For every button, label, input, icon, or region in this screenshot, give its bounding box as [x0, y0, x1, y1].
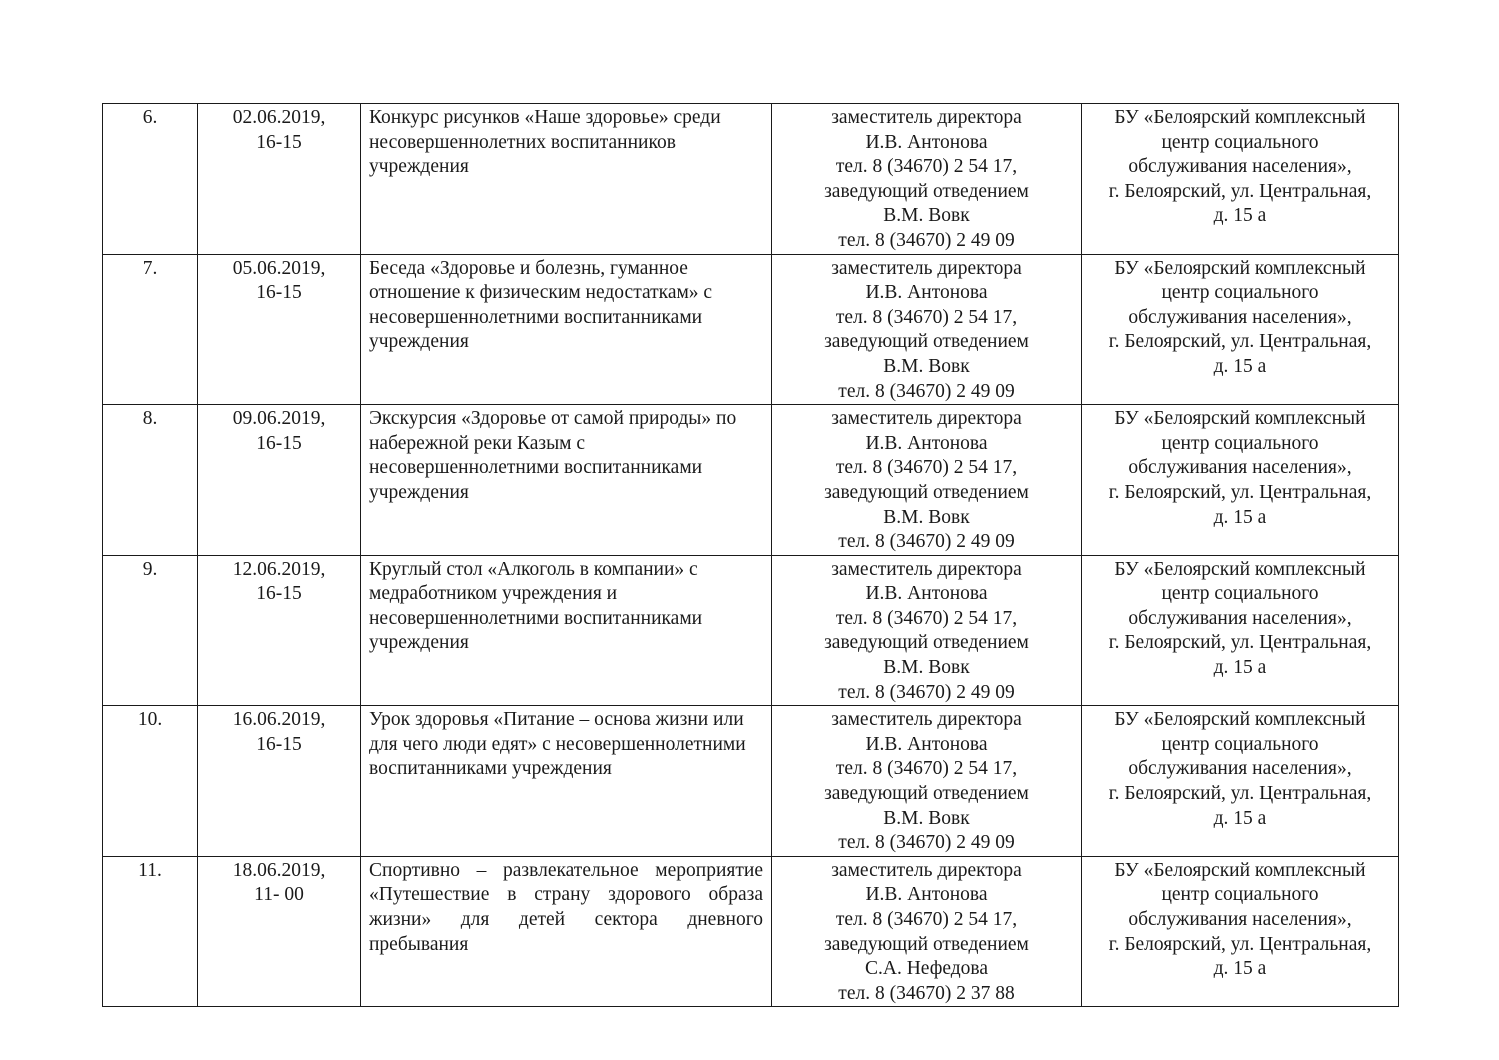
row-number: 8. [103, 405, 198, 556]
venue-cell: БУ «Белоярский комплексный центр социального обслуживания населения», г. Белоярский, ул. Центральная, д. 15 а [1082, 104, 1399, 255]
event-name-cell: Урок здоровья «Питание – основа жизни или для чего люди едят» с несовершеннолетними воспитанниками учреждения [361, 706, 772, 857]
venue-cell: БУ «Белоярский комплексный центр социального обслуживания населения», г. Белоярский, ул. Центральная, д. 15 а [1082, 856, 1399, 1007]
date-time-cell: 16.06.2019, 16-15 [198, 706, 361, 857]
responsible-cell: заместитель директора И.В. Антонова тел. 8 (34670) 2 54 17, заведующий отведением В.М. Вовк тел. 8 (34670) 2 49 09 [772, 555, 1082, 706]
row-number: 7. [103, 254, 198, 405]
table-row [103, 555, 1399, 706]
table-row [103, 104, 1399, 255]
responsible-cell: заместитель директора И.В. Антонова тел. 8 (34670) 2 54 17, заведующий отведением В.М. Вовк тел. 8 (34670) 2 49 09 [772, 706, 1082, 857]
responsible-cell: заместитель директора И.В. Антонова тел. 8 (34670) 2 54 17, заведующий отведением В.М. Вовк тел. 8 (34670) 2 49 09 [772, 405, 1082, 556]
events-table [102, 103, 1399, 1007]
row-number: 9. [103, 555, 198, 706]
row-number: 6. [103, 104, 198, 255]
venue-cell: БУ «Белоярский комплексный центр социального обслуживания населения», г. Белоярский, ул. Центральная, д. 15 а [1082, 555, 1399, 706]
table-row [103, 856, 1399, 1007]
responsible-cell: заместитель директора И.В. Антонова тел. 8 (34670) 2 54 17, заведующий отведением В.М. Вовк тел. 8 (34670) 2 49 09 [772, 254, 1082, 405]
date-time-cell: 18.06.2019, 11- 00 [198, 856, 361, 1007]
event-name-cell: Экскурсия «Здоровье от самой природы» по набережной реки Казым с несовершеннолетними воспитанниками учреждения [361, 405, 772, 556]
table-row [103, 706, 1399, 857]
table-row [103, 405, 1399, 556]
row-number: 10. [103, 706, 198, 857]
event-name-cell: Круглый стол «Алкоголь в компании» с медработником учреждения и несовершеннолетними воспитанниками учреждения [361, 555, 772, 706]
date-time-cell: 09.06.2019, 16-15 [198, 405, 361, 556]
row-number: 11. [103, 856, 198, 1007]
event-name-cell: Спортивно – развлекательное мероприятие «Путешествие в страну здорового образа жизни» для детей сектора дневного пребывания [361, 856, 772, 1007]
date-time-cell: 02.06.2019, 16-15 [198, 104, 361, 255]
table-row [103, 254, 1399, 405]
date-time-cell: 05.06.2019, 16-15 [198, 254, 361, 405]
venue-cell: БУ «Белоярский комплексный центр социального обслуживания населения», г. Белоярский, ул. Центральная, д. 15 а [1082, 254, 1399, 405]
responsible-cell: заместитель директора И.В. Антонова тел. 8 (34670) 2 54 17, заведующий отведением С.А. Нефедова тел. 8 (34670) 2 37 88 [772, 856, 1082, 1007]
venue-cell: БУ «Белоярский комплексный центр социального обслуживания населения», г. Белоярский, ул. Центральная, д. 15 а [1082, 405, 1399, 556]
date-time-cell: 12.06.2019, 16-15 [198, 555, 361, 706]
responsible-cell: заместитель директора И.В. Антонова тел. 8 (34670) 2 54 17, заведующий отведением В.М. Вовк тел. 8 (34670) 2 49 09 [772, 104, 1082, 255]
venue-cell: БУ «Белоярский комплексный центр социального обслуживания населения», г. Белоярский, ул. Центральная, д. 15 а [1082, 706, 1399, 857]
event-name-cell: Конкурс рисунков «Наше здоровье» среди несовершеннолетних воспитанников учреждения [361, 104, 772, 255]
event-name-cell: Беседа «Здоровье и болезнь, гуманное отношение к физическим недостаткам» с несовершеннолетними воспитанниками учреждения [361, 254, 772, 405]
